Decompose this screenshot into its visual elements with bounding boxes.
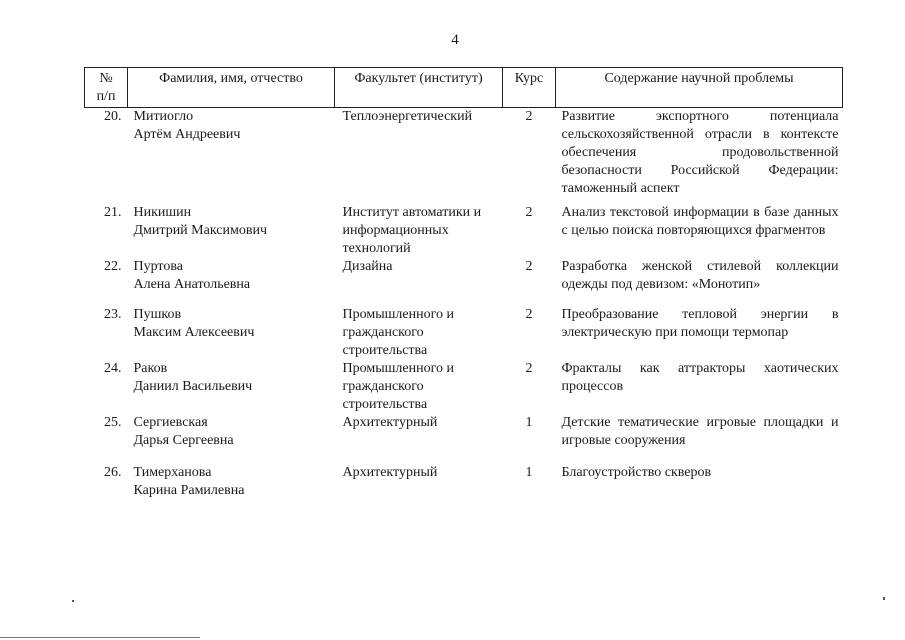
faculty [335, 258, 503, 306]
faculty-line: строительства [342, 343, 428, 358]
student-name [128, 108, 335, 205]
student-name [128, 258, 335, 306]
header-name: Фамилия, имя, отчество [128, 68, 335, 108]
row-number: 21. [104, 205, 122, 220]
student-name [128, 204, 335, 258]
course: 1 [525, 415, 533, 430]
table-header-row [85, 68, 843, 108]
surname: Пуртова [133, 259, 183, 274]
faculty [335, 360, 503, 414]
given-names: Алена Анатольевна [133, 277, 251, 292]
research-problem: Преобразование тепловой энергии в электрическую при помощи термопар [561, 307, 839, 340]
faculty-line: Теплоэнергетический [342, 109, 473, 124]
surname: Никишин [133, 205, 192, 220]
faculty [335, 464, 503, 500]
research-problem: Анализ текстовой информации в базе данных с целью поиска повторяющихся фрагментов [561, 205, 839, 238]
student-name [128, 414, 335, 464]
student-name [128, 464, 335, 500]
faculty-line: Архитектурный [342, 415, 438, 430]
header-faculty: Факультет (институт) [335, 68, 503, 108]
research-problem: Фракталы как аттракторы хаотических процессов [561, 361, 839, 394]
research-problem: Развитие экспортного потенциала сельскохозяйственной отрасли в контексте обеспечения продовольственной безопасности Российской Федерации: таможенный аспект [561, 109, 839, 196]
given-names: Артём Андреевич [133, 127, 241, 142]
surname: Митиогло [133, 109, 194, 124]
course: 2 [525, 205, 533, 220]
course: 2 [525, 109, 533, 124]
faculty-line: Промышленного и [342, 361, 454, 376]
row-number: 25. [104, 415, 122, 430]
faculty [335, 306, 503, 360]
surname: Пушков [133, 307, 182, 322]
faculty-line: технологий [342, 241, 411, 256]
given-names: Дмитрий Максимович [133, 223, 267, 238]
course: 1 [525, 465, 533, 480]
table-row [85, 204, 843, 258]
table-row [85, 414, 843, 464]
surname: Раков [133, 361, 168, 376]
given-names: Максим Алексеевич [133, 325, 255, 340]
header-problem: Содержание научной проблемы [556, 68, 843, 108]
faculty-line: информационных [342, 223, 449, 238]
scan-speck [883, 597, 885, 600]
faculty [335, 108, 503, 205]
given-names: Карина Рамилевна [133, 483, 245, 498]
header-course: Курс [503, 68, 556, 108]
row-number: 24. [104, 361, 122, 376]
page-number: 4 [451, 32, 459, 48]
table-row [85, 464, 843, 500]
course: 2 [525, 259, 533, 274]
scan-edge-line [0, 637, 200, 638]
faculty [335, 204, 503, 258]
course: 2 [525, 361, 533, 376]
research-problem: Благоустройство скверов [561, 465, 712, 480]
faculty-line: строительства [342, 397, 428, 412]
faculty-line: Институт автоматики и [342, 205, 482, 220]
header-num [85, 68, 128, 108]
faculty-line: гражданского [342, 379, 424, 394]
course: 2 [525, 307, 533, 322]
faculty-line: Дизайна [342, 259, 393, 274]
surname: Тимерханова [133, 465, 212, 480]
research-problem: Детские тематические игровые площадки и игровые сооружения [561, 415, 839, 448]
faculty-line: гражданского [342, 325, 424, 340]
given-names: Дарья Сергеевна [133, 433, 234, 448]
scan-speck [72, 600, 74, 602]
row-number: 22. [104, 259, 122, 274]
student-name [128, 360, 335, 414]
faculty [335, 414, 503, 464]
header-num-line: № [99, 71, 113, 86]
surname: Сергиевская [133, 415, 208, 430]
row-number: 23. [104, 307, 122, 322]
table-row [85, 360, 843, 414]
given-names: Даниил Васильевич [133, 379, 253, 394]
row-number: 20. [104, 109, 122, 124]
faculty-line: Промышленного и [342, 307, 454, 322]
table-row [85, 306, 843, 360]
table-row [85, 108, 843, 205]
research-problem: Разработка женской стилевой коллекции одежды под девизом: «Монотип» [561, 259, 839, 292]
header-num-line: п/п [96, 89, 116, 104]
table-row [85, 258, 843, 306]
student-research-table [84, 67, 843, 500]
faculty-line: Архитектурный [342, 465, 438, 480]
student-name [128, 306, 335, 360]
row-number: 26. [104, 465, 122, 480]
